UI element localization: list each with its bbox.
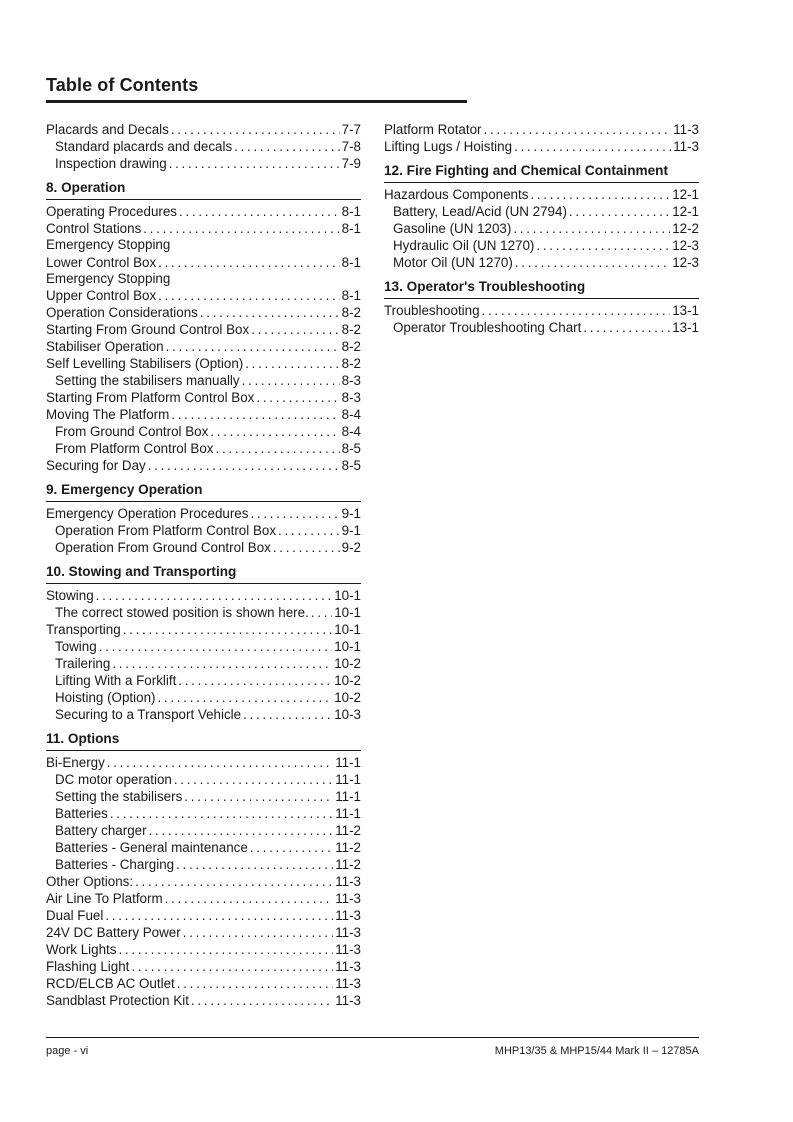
toc-entry-label: Inspection drawing [55,156,167,171]
toc-entry-label: Lifting Lugs / Hoisting [384,139,513,154]
toc-entry-page: 8-1 [341,254,361,270]
dot-leader [482,302,671,319]
dot-leader [158,287,339,304]
toc-entry-label: Stabiliser Operation [46,339,164,354]
dot-leader [191,992,333,1009]
toc-entry-page: 8-2 [341,305,361,320]
dot-leader [514,138,671,155]
toc-section [46,480,361,556]
toc-entry[interactable] [46,457,361,474]
dot-leader [184,788,333,805]
toc-entry[interactable] [46,121,361,138]
dot-leader [174,771,333,788]
toc-entry-page: 11-3 [335,993,361,1008]
dot-leader [583,319,670,336]
toc-entry[interactable] [46,237,361,254]
dot-leader [251,321,339,338]
toc-entry[interactable] [46,941,361,958]
toc-entry[interactable] [384,220,699,237]
dot-leader [148,457,340,474]
section-heading[interactable]: 12. Fire Fighting and Chemical Containment [384,161,699,183]
toc-entry-label: Operation Considerations [46,305,198,320]
dot-leader [110,805,333,822]
toc-entry[interactable] [46,992,361,1009]
toc-entry-label: Hazardous Components [384,187,529,202]
toc-entry-page: 8-2 [341,356,361,371]
toc-entry-page: 12-2 [672,221,699,236]
toc-entry-label: Moving The Platform [46,407,170,422]
toc-entry-label: Hoisting (Option) [55,690,156,705]
dot-leader [166,338,340,355]
toc-entry-label: Air Line To Platform [46,891,163,906]
dot-leader [216,440,340,457]
section-heading[interactable]: 8. Operation [46,178,361,200]
toc-entry-page: 9-1 [341,523,361,538]
toc-entry-page: 7-7 [341,122,361,137]
toc-entry-page: 12-3 [672,238,699,253]
dot-leader [149,822,334,839]
footer-page-number: page - vi [46,1045,89,1057]
toc-entry-label: Operation From Platform Control Box [55,523,277,538]
toc-entry[interactable] [46,924,361,941]
dot-leader [278,522,340,539]
dot-leader [99,638,333,655]
section-heading[interactable]: 9. Emergency Operation [46,480,361,502]
toc-section [384,161,699,271]
toc-entry[interactable] [384,254,699,271]
dot-leader [105,907,333,924]
toc-entry-page: 10-3 [334,707,361,722]
footer-document-id: MHP13/35 & MHP15/44 Mark II – 12785A [494,1045,699,1057]
dot-leader [245,355,339,372]
footer-rule [46,1037,699,1038]
toc-entry-label: Batteries - General maintenance [55,840,248,855]
toc-entry[interactable] [46,839,361,856]
toc-entry[interactable] [46,587,361,604]
dot-leader [234,138,339,155]
toc-entry[interactable] [46,440,361,457]
toc-entry[interactable] [46,907,361,924]
dot-leader [311,604,332,621]
toc-entry-page: 11-3 [335,891,361,906]
toc-section [46,178,361,474]
toc-entry-label: Troubleshooting [384,303,480,318]
toc-entry[interactable] [46,505,361,522]
dot-leader [200,304,340,321]
toc-entry[interactable] [46,287,361,304]
dot-leader [157,689,332,706]
toc-entry-page: 11-1 [335,755,361,770]
title-rule [46,100,467,103]
toc-entry[interactable] [46,689,361,706]
toc-entry[interactable] [46,672,361,689]
toc-entry-label: Emergency Operation Procedures [46,506,249,521]
toc-entry-page: 10-2 [334,690,361,705]
toc-entry-page: 12-3 [672,255,699,270]
toc-entry-label: Bi-Energy [46,755,105,770]
toc-entry-label: Batteries - Charging [55,857,175,872]
dot-leader [243,706,332,723]
toc-entry-label: DC motor operation [55,772,172,787]
dot-leader [513,220,670,237]
toc-entry-page: 13-1 [672,320,699,335]
dot-leader [107,754,333,771]
toc-entry[interactable] [46,975,361,992]
toc-entry[interactable] [46,389,361,406]
toc-entry[interactable] [46,271,361,288]
toc-entry-page: 11-3 [673,139,699,154]
toc-entry-label: Lower Control Box [46,254,157,270]
dot-leader [179,203,340,220]
toc-entry-label: Stowing [46,588,94,603]
dot-leader [176,856,333,873]
toc-entry-page: 9-1 [341,506,361,521]
toc-entry-label: Operator Troubleshooting Chart [393,320,582,335]
dot-leader [178,672,332,689]
toc-entry-page: 8-4 [341,424,361,439]
toc-entry-label: Setting the stabilisers [55,789,183,804]
toc-entry[interactable] [384,319,699,336]
toc-entry-label: Hydraulic Oil (UN 1270) [393,238,535,253]
toc-entry-page: 10-1 [334,622,361,637]
toc-entry-page: 7-8 [341,139,361,154]
toc-entry-label: Battery, Lead/Acid (UN 2794) [393,204,567,219]
toc-entry-label: Securing to a Transport Vehicle [55,707,242,722]
toc-entry[interactable] [46,338,361,355]
toc-entry-page: 10-1 [334,605,361,620]
dot-leader [183,924,333,941]
toc-entry-page: 11-2 [335,840,361,855]
dot-leader [112,655,332,672]
toc-entry[interactable] [46,522,361,539]
toc-entry-page: 13-1 [672,303,699,318]
toc-entry-label: Battery charger [55,823,147,838]
toc-entry[interactable] [46,822,361,839]
toc-entry-page: 12-1 [672,187,699,202]
dot-leader [171,121,340,138]
toc-entry-label: RCD/ELCB AC Outlet [46,976,175,991]
dot-leader [515,254,670,271]
dot-leader [536,237,670,254]
toc-entry-page: 11-3 [335,959,361,974]
dot-leader [135,873,333,890]
toc-entry-page: 10-1 [334,639,361,654]
toc-entry-label: From Platform Control Box [55,441,214,456]
dot-leader [273,539,340,556]
toc-entry[interactable] [384,302,699,319]
toc-section [384,277,699,336]
toc-entry-page: 8-1 [341,204,361,219]
toc-entry-label: Standard placards and decals [55,139,233,154]
toc-entry[interactable] [46,604,361,621]
toc-entry-page: 8-1 [341,221,361,236]
toc-entry-label: Motor Oil (UN 1270) [393,255,513,270]
section-heading[interactable]: 10. Stowing and Transporting [46,562,361,584]
page-title: Table of Contents [46,75,199,95]
toc-entry-label: Towing [55,639,97,654]
toc-entry[interactable] [384,138,699,155]
toc-entry[interactable] [46,754,361,771]
dot-leader [530,186,670,203]
toc-entry-page: 8-5 [341,458,361,473]
toc-entry-label: Setting the stabilisers manually [55,373,240,388]
dot-leader [143,220,339,237]
toc-entry-label: Flashing Light [46,959,130,974]
toc-entry-label: Placards and Decals [46,122,169,137]
toc-entry-page: 11-2 [335,857,361,872]
dot-leader [242,372,340,389]
toc-entry[interactable] [46,155,361,172]
toc-entry[interactable] [46,254,361,271]
section-heading[interactable]: 13. Operator's Troubleshooting [384,277,699,299]
toc-left-column [46,121,361,1009]
toc-entry[interactable] [384,186,699,203]
toc-right-column [384,121,699,336]
toc-entry[interactable] [46,638,361,655]
dot-leader [123,621,333,638]
toc-entry[interactable] [46,220,361,237]
toc-section [46,562,361,723]
toc-entry-page: 8-3 [341,373,361,388]
toc-entry-label: Work Lights [46,942,117,957]
section-heading[interactable]: 11. Options [46,729,361,751]
toc-entry[interactable] [46,138,361,155]
dot-leader [165,890,334,907]
toc-entry-page: 11-3 [673,122,699,137]
toc-entry-page: 8-5 [341,441,361,456]
toc-entry-label: Control Stations [46,221,142,236]
toc-entry[interactable] [46,539,361,556]
dot-leader [96,587,333,604]
toc-entry-page: 11-3 [335,925,361,940]
toc-entry-page: 9-2 [341,540,361,555]
dot-leader [210,423,339,440]
toc-entry-label: From Ground Control Box [55,424,209,439]
toc-entry-page: 7-9 [341,156,361,171]
toc-entry-label: Gasoline (UN 1203) [393,221,512,236]
toc-entry[interactable] [46,706,361,723]
toc-entry-label: Operation From Ground Control Box [55,540,271,555]
toc-entry[interactable] [46,655,361,672]
toc-entry-page: 11-3 [335,942,361,957]
toc-entry[interactable] [384,237,699,254]
toc-entry-label: Upper Control Box [46,288,157,303]
toc-entry-label: Platform Rotator [384,122,482,137]
toc-entry[interactable] [46,203,361,220]
dot-leader [250,505,339,522]
toc-entry[interactable] [46,788,361,805]
toc-entry[interactable] [384,121,699,138]
toc-entry-page: 11-2 [335,823,361,838]
toc-entry-label: Starting From Ground Control Box [46,322,250,337]
toc-entry[interactable] [46,372,361,389]
toc-entry[interactable] [46,321,361,338]
toc-entry-page: 11-1 [335,789,361,804]
toc-entry-page: 11-1 [335,772,361,787]
dot-leader [169,155,340,172]
toc-entry-page: 11-3 [335,976,361,991]
toc-entry-page: 11-3 [335,908,361,923]
toc-entry-page: 12-1 [672,204,699,219]
toc-entry-label: Trailering [55,656,111,671]
toc-entry-label: Dual Fuel [46,908,104,923]
toc-entry[interactable] [384,203,699,220]
toc-entry-page: 10-2 [334,656,361,671]
dot-leader [171,406,339,423]
toc-entry[interactable] [46,890,361,907]
toc-entry[interactable] [46,406,361,423]
toc-entry-label: Batteries [55,806,108,821]
toc-entry-label: Emergency Stopping [46,270,171,286]
toc-entry-label: Operating Procedures [46,204,178,219]
dot-leader [250,839,333,856]
toc-entry-page: 10-1 [334,588,361,603]
dot-leader [484,121,672,138]
toc-entry[interactable] [46,621,361,638]
dot-leader [569,203,670,220]
toc-entry-page: 10-2 [334,673,361,688]
toc-entry-label: Transporting [46,622,121,637]
toc-entry[interactable] [46,423,361,440]
toc-entry-label: Emergency Stopping [46,237,171,252]
toc-entry-page: 11-3 [335,874,361,889]
toc-entry-label: Lifting With a Forklift [55,673,177,688]
toc-entry[interactable] [46,805,361,822]
toc-entry-label: Starting From Platform Control Box [46,390,255,405]
toc-entry-label: 24V DC Battery Power [46,925,181,940]
toc-entry-page: 8-1 [341,288,361,303]
toc-entry-page: 8-4 [341,407,361,422]
toc-entry[interactable] [46,958,361,975]
dot-leader [158,254,339,271]
toc-entry-page: 8-3 [341,390,361,405]
dot-leader [118,941,333,958]
toc-entry-label: Sandblast Protection Kit [46,993,189,1008]
toc-entry-page: 8-2 [341,339,361,354]
dot-leader [131,958,333,975]
dot-leader [177,975,333,992]
toc-entry-page: 8-2 [341,322,361,337]
dot-leader [256,389,339,406]
toc-entry-label: Securing for Day [46,458,146,473]
toc-entry-label: The correct stowed position is shown here. [55,605,309,620]
toc-entry[interactable] [46,873,361,890]
toc-entry[interactable] [46,355,361,372]
toc-entry[interactable] [46,304,361,321]
toc-entry[interactable] [46,771,361,788]
toc-section [46,729,361,1009]
toc-entry-page: 11-1 [335,806,361,821]
toc-entry-label: Other Options: [46,874,134,889]
toc-entry-label: Self Levelling Stabilisers (Option) [46,356,244,371]
toc-entry[interactable] [46,856,361,873]
